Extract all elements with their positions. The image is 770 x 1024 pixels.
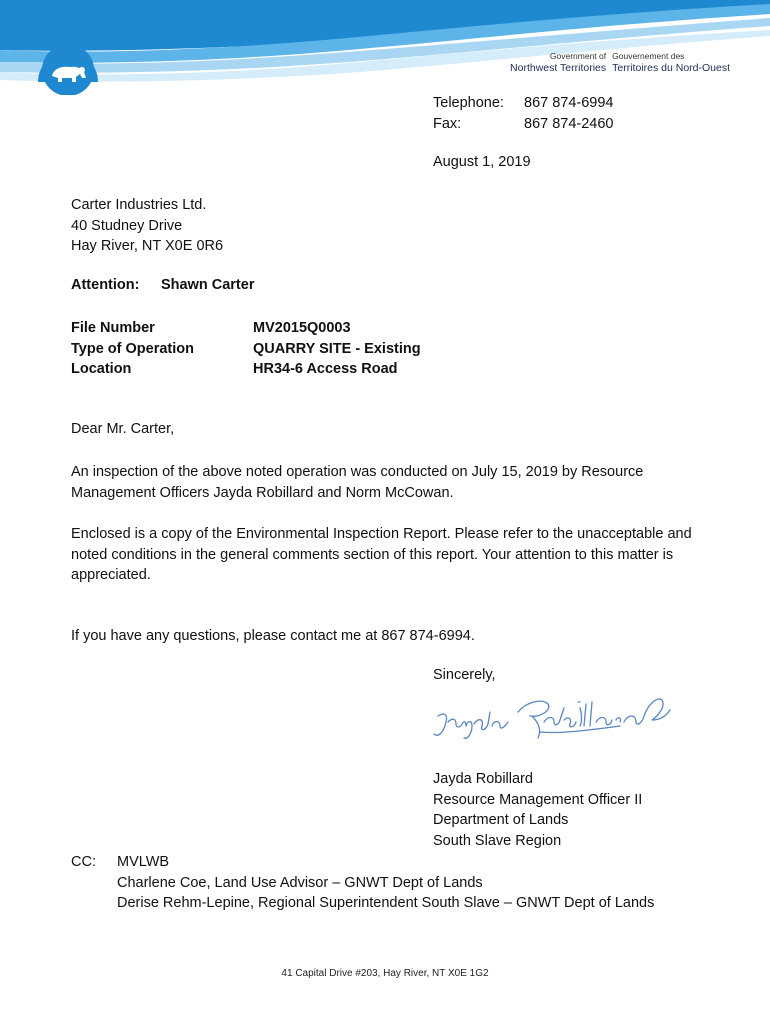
file-info-row xyxy=(71,359,421,380)
cc-recipient: MVLWB xyxy=(117,854,170,870)
gov-en-line1: Government of xyxy=(549,51,607,61)
location-label: Location xyxy=(71,361,132,377)
file-info-row xyxy=(71,318,421,339)
footer-address: 41 Capital Drive #203, Hay River, NT X0E 1G2 xyxy=(281,968,489,979)
body-paragraph-3: If you have any questions, please contact me at 867 874-6994. xyxy=(71,628,475,644)
telephone-label: Telephone: xyxy=(433,95,504,111)
fax-value: 867 874-2460 xyxy=(524,115,614,132)
telephone-value: 867 874-6994 xyxy=(524,95,614,111)
cc-list xyxy=(117,852,654,914)
cc-recipient: Charlene Coe, Land Use Advisor – GNWT Dept of Lands xyxy=(117,874,483,891)
contact-block xyxy=(433,93,614,134)
attention-label: Attention: xyxy=(71,277,140,293)
file-number-label: File Number xyxy=(71,320,155,336)
cc-recipient: Derise Rehm-Lepine, Regional Superintendent South Slave – GNWT Dept of Lands xyxy=(117,895,655,911)
signer-department: Department of Lands xyxy=(433,812,569,828)
recipient-street: 40 Studney Drive xyxy=(71,217,183,234)
government-name xyxy=(510,52,730,74)
greeting: Dear Mr. Carter, xyxy=(71,421,175,437)
file-info xyxy=(71,318,421,380)
recipient-city: Hay River, NT X0E 0R6 xyxy=(71,238,224,254)
gov-fr-line1: Gouvernement des xyxy=(612,51,685,61)
handwritten-signature xyxy=(430,686,675,748)
fax-label: Fax: xyxy=(433,115,462,132)
cc-block xyxy=(71,852,654,914)
letter-date: August 1, 2019 xyxy=(433,154,531,170)
attention-name: Shawn Carter xyxy=(161,277,255,293)
cc-label: CC: xyxy=(71,854,96,870)
location-value: HR34-6 Access Road xyxy=(253,361,398,377)
body-paragraph-1: An inspection of the above noted operation was conducted on July 15, 2019 by Resource Management Officers Jayda Robillard and Norm McCowan. xyxy=(71,464,644,501)
gov-en-line2: Northwest Territories xyxy=(510,61,607,74)
gov-fr-line2: Territoires du Nord-Ouest xyxy=(612,61,730,74)
closing: Sincerely, xyxy=(433,667,496,683)
file-number-value: MV2015Q0003 xyxy=(253,320,351,336)
signer-region: South Slave Region xyxy=(433,832,562,849)
header-banner xyxy=(0,0,770,95)
attention-line xyxy=(71,277,254,293)
recipient-address xyxy=(71,195,223,257)
file-info-row xyxy=(71,339,421,360)
operation-type-value: QUARRY SITE - Existing xyxy=(253,340,421,357)
signer-block xyxy=(433,769,642,851)
recipient-company: Carter Industries Ltd. xyxy=(71,197,207,213)
operation-type-label: Type of Operation xyxy=(71,340,194,357)
body-paragraph-2: Enclosed is a copy of the Environmental Inspection Report. Please refer to the unacceptable and noted conditions in the general comments section of this report. Your attention to this matter is appreciated. xyxy=(71,526,692,583)
signer-title: Resource Management Officer II xyxy=(433,791,643,808)
signer-name: Jayda Robillard xyxy=(433,771,533,787)
